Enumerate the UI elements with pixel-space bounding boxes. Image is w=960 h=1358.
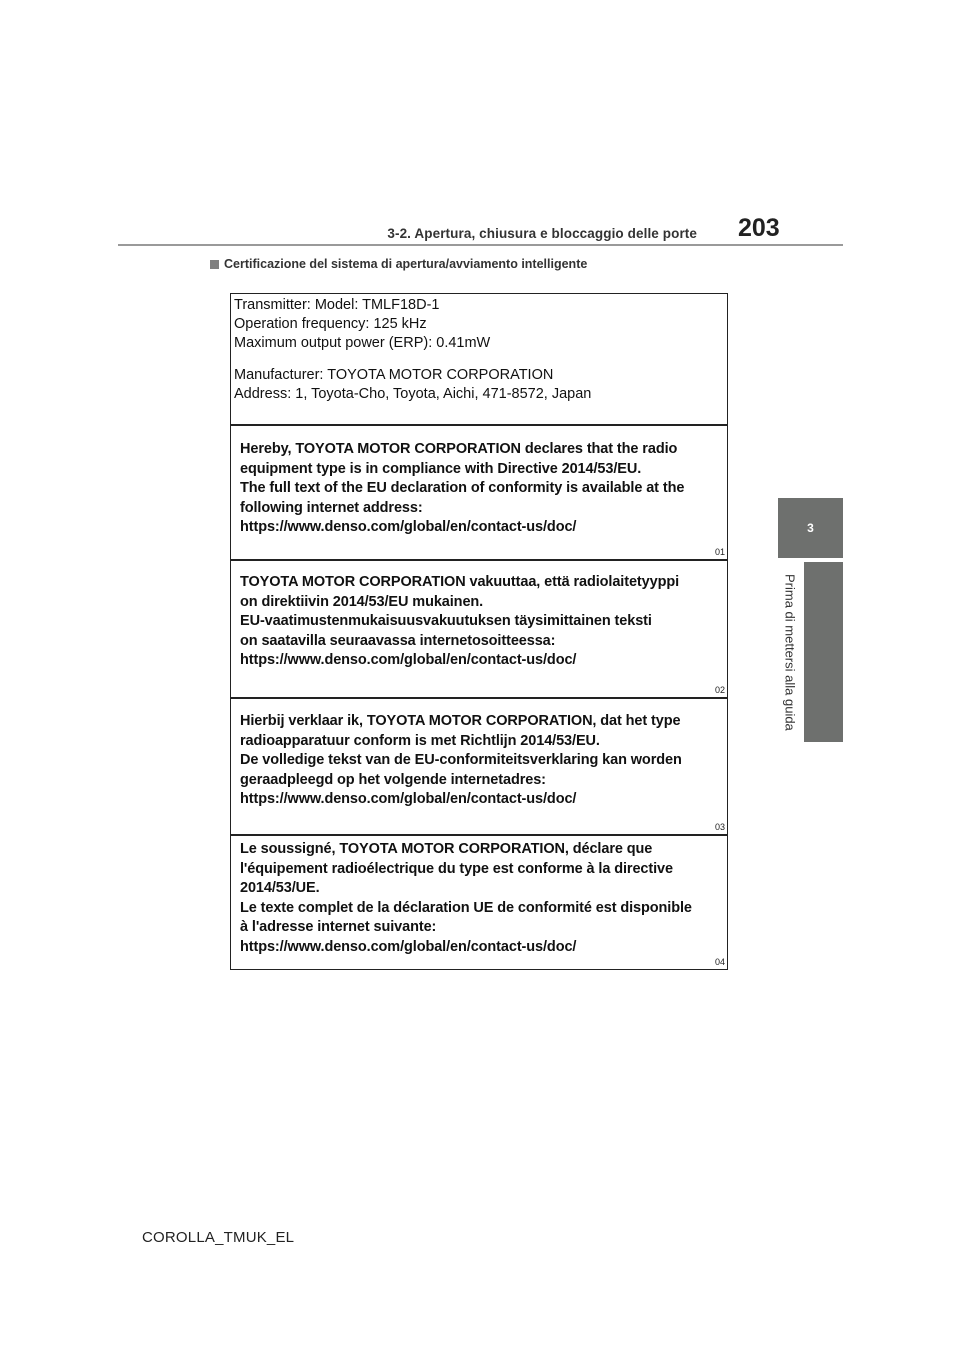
declaration-line: https://www.denso.com/global/en/contact-us/doc/ [240, 652, 577, 668]
declaration-line: following internet address: [240, 499, 423, 516]
declaration-line: radioapparatuur conform is met Richtlijn 2014/53/EU. [240, 732, 600, 749]
declaration-line: EU-vaatimustenmukaisuusvakuutuksen täysimittainen teksti [240, 613, 652, 629]
manufacturer-line: Manufacturer: TOYOTA MOTOR CORPORATION [234, 367, 554, 383]
declaration-line: https://www.denso.com/global/en/contact-us/doc/ [240, 938, 577, 955]
declaration-line: De volledige tekst van de EU-conformiteitsverklaring kan worden [240, 752, 682, 768]
declaration-line: https://www.denso.com/global/en/contact-us/doc/ [240, 519, 577, 535]
declaration-line: https://www.denso.com/global/en/contact-us/doc/ [240, 791, 577, 807]
declaration-line: equipment type is in compliance with Directive 2014/53/EU. [240, 460, 642, 477]
transmitter-line: Maximum output power (ERP): 0.41mW [234, 335, 491, 351]
section-heading-text: Certificazione del sistema di apertura/avviamento intelligente [224, 257, 588, 271]
transmitter-block [231, 294, 727, 425]
block-divider [231, 834, 727, 836]
block-divider [231, 697, 727, 699]
page-number: 203 [738, 214, 780, 242]
chapter-strip [804, 562, 843, 742]
certification-label [230, 293, 728, 970]
declaration-block-fi [231, 573, 727, 693]
block-number: 02 [714, 685, 725, 695]
declaration-line: Le soussigné, TOYOTA MOTOR CORPORATION, déclare que [240, 841, 653, 857]
transmitter-line: Transmitter: Model: TMLF18D-1 [234, 297, 440, 313]
declaration-block-nl [231, 712, 727, 832]
declaration-block-fr [231, 840, 727, 964]
block-number: 04 [714, 957, 725, 967]
declaration-line: Hereby, TOYOTA MOTOR CORPORATION declares that the radio [240, 441, 678, 457]
block-divider [231, 424, 727, 426]
declaration-line: The full text of the EU declaration of conformity is available at the [240, 480, 685, 496]
declaration-line: on saatavilla seuraavassa internetosoitteessa: [240, 632, 556, 649]
declaration-line: l'équipement radioélectrique du type est conforme à la directive [240, 860, 673, 877]
transmitter-line: Operation frequency: 125 kHz [234, 316, 427, 332]
header-divider [118, 244, 843, 246]
document-code: COROLLA_TMUK_EL [142, 1229, 295, 1246]
square-bullet-icon [210, 260, 219, 269]
block-divider [231, 559, 727, 561]
section-title: 3-2. Apertura, chiusura e bloccaggio delle porte [387, 226, 697, 241]
section-heading [210, 257, 587, 271]
chapter-label: Prima di mettersi alla guida [782, 573, 798, 731]
declaration-line: TOYOTA MOTOR CORPORATION vakuuttaa, että radiolaitetyyppi [240, 574, 680, 590]
block-number: 01 [714, 547, 725, 557]
declaration-block-en [231, 440, 727, 560]
declaration-line: à l'adresse internet suivante: [240, 919, 437, 935]
declaration-line: on direktiivin 2014/53/EU mukainen. [240, 593, 484, 610]
chapter-number: 3 [807, 521, 814, 535]
declaration-line: geraadpleegd op het volgende internetadres: [240, 771, 546, 788]
declaration-line: 2014/53/UE. [240, 880, 320, 896]
declaration-line: Hierbij verklaar ik, TOYOTA MOTOR CORPORATION, dat het type [240, 713, 681, 729]
chapter-label-area [778, 562, 802, 742]
declaration-line: Le texte complet de la déclaration UE de conformité est disponible [240, 899, 692, 916]
block-number: 03 [714, 822, 725, 832]
chapter-tab [778, 498, 843, 558]
manufacturer-line: Address: 1, Toyota-Cho, Toyota, Aichi, 471-8572, Japan [234, 386, 592, 402]
